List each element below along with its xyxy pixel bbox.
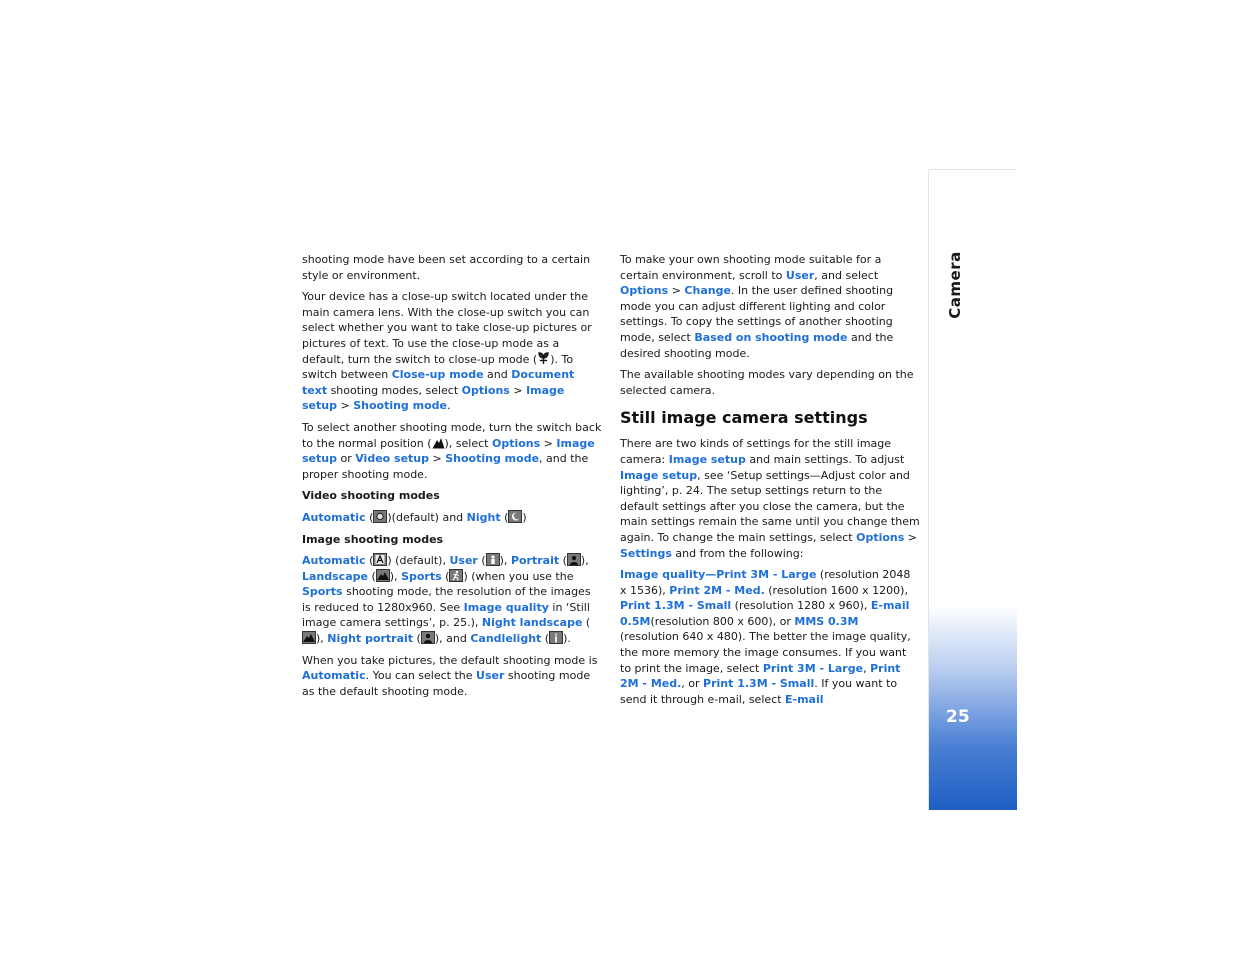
link-image-setup[interactable]: Image setup — [620, 468, 698, 482]
link-automatic[interactable]: Automatic — [302, 554, 366, 568]
link-email[interactable]: E-mail — [785, 692, 824, 706]
paragraph-normal-position: To select another shooting mode, turn the switch back to the normal position ( ), select Options > Image setup or Video setup > Shooting mode, and the proper shooting mode. — [302, 420, 602, 481]
close-up-icon — [537, 352, 550, 365]
chapter-label: Camera — [946, 251, 964, 319]
link-candlelight[interactable]: Candlelight — [470, 632, 542, 646]
heading-video-shooting-modes: Video shooting modes — [302, 489, 440, 503]
link-settings[interactable]: Settings — [620, 546, 672, 560]
link-close-up-mode[interactable]: Close-up mode — [391, 368, 484, 382]
link-sports[interactable]: Sports — [302, 585, 343, 599]
link-image-quality[interactable]: Image quality — [463, 600, 549, 614]
paragraph-close-up-switch: Your device has a close-up switch located under the main camera lens. With the close-up switch you can select whether you want to take close-up pictures or pictures of text. To use the close-up mode as a default, turn the switch to close-up mode ( ). To switch between Close-up mode and Document text shooting modes, select Options > Image setup > Shooting mode. — [302, 290, 592, 413]
night-landscape-icon — [302, 631, 316, 644]
right-column — [620, 252, 920, 713]
paragraph-image-modes: Automatic ( ) (default), User ( ), Portrait ( ), Landscape ( ), Sports ( ) (when you use the Sports shooting mode, the resolution of the images is reduced to 1280x960. See Image quality in ‘Still image camera settings’, p. 25.), Night landscape ( ), Night portrait ( ), and Candlelight ( ). — [302, 554, 591, 646]
link-sports[interactable]: Sports — [401, 569, 442, 583]
link-user[interactable]: User — [476, 669, 505, 683]
video-automatic-icon — [373, 510, 387, 523]
link-image-setup[interactable]: Image setup — [302, 436, 595, 466]
link-options[interactable]: Options — [461, 383, 510, 397]
link-user[interactable]: User — [785, 268, 815, 282]
link-portrait[interactable]: Portrait — [510, 554, 560, 568]
left-column — [302, 252, 602, 705]
sports-icon — [449, 569, 463, 582]
link-change[interactable]: Change — [684, 284, 731, 298]
link-mms-0-3m[interactable]: MMS 0.3M — [794, 614, 859, 628]
page-number: 25 — [946, 707, 970, 727]
link-print-1-3m[interactable]: Print 1.3M - Small — [703, 677, 815, 691]
paragraph-shooting-mode-intro: shooting mode have been set according to a certain style or environment. — [302, 253, 591, 282]
link-document-text[interactable]: Document text — [302, 368, 575, 397]
night-portrait-icon — [421, 631, 435, 644]
link-shooting-mode[interactable]: Shooting mode — [445, 452, 540, 466]
user-icon — [486, 553, 500, 566]
link-landscape[interactable]: Landscape — [302, 569, 368, 583]
link-night-portrait[interactable]: Night portrait — [327, 632, 414, 646]
paragraph-available-modes: The available shooting modes vary depending on the selected camera. — [620, 368, 914, 397]
link-video-setup[interactable]: Video setup — [355, 452, 430, 466]
link-night[interactable]: Night — [466, 510, 501, 524]
link-options[interactable]: Options — [491, 436, 541, 450]
landscape-icon — [376, 569, 390, 582]
link-based-on-shooting-mode[interactable]: Based on shooting mode — [694, 330, 848, 344]
link-user[interactable]: User — [449, 554, 478, 568]
link-image-setup[interactable]: Image setup — [668, 452, 746, 466]
heading-image-shooting-modes: Image shooting modes — [302, 532, 444, 546]
paragraph-two-kinds-settings: There are two kinds of settings for the still image camera: Image setup and main settings. To adjust Image setup, see ‘Setup settings—Adjust color and lighting’, p. 24. The setup settings return to the default settings after you close the camera, but the main settings remain the same until you change them again. To change the main settings, select Options > Settings and from the following: — [620, 437, 920, 560]
link-print-2m[interactable]: Print 2M - Med. — [669, 583, 765, 597]
link-print-1-3m[interactable]: Print 1.3M - Small — [620, 599, 732, 613]
video-night-icon — [508, 510, 522, 523]
section-heading: Still image camera settings — [620, 408, 868, 428]
link-print-2m[interactable]: Print 2M - Med. — [620, 661, 901, 691]
link-shooting-mode[interactable]: Shooting mode — [353, 399, 447, 413]
link-night-landscape[interactable]: Night landscape — [481, 616, 583, 630]
link-automatic[interactable]: Automatic — [302, 669, 366, 683]
landscape-mountain-icon — [432, 436, 445, 449]
paragraph-video-modes: Automatic ( )(default) and Night ( ) — [302, 510, 527, 524]
paragraph-image-quality: Image quality—Print 3M - Large (resolution 2048 x 1536), Print 2M - Med. (resolution 1600 x 1200), Print 1.3M - Small (resolution 1280 x 960), E-mail 0.5M(resolution 800 x 600), or MMS 0.3M (resolution 640 x 480). The better the image quality, the more memory the image consumes. If you want to print the image, select Print 3M - Large, Print 2M - Med., or Print 1.3M - Small. If you want to send it through e-mail, select E-mail — [620, 568, 911, 706]
link-print-3m[interactable]: Print 3M - Large — [762, 661, 864, 675]
link-automatic[interactable]: Automatic — [302, 510, 366, 524]
portrait-icon — [567, 553, 581, 566]
link-image-quality-print-3m[interactable]: Image quality—Print 3M - Large — [620, 568, 817, 582]
candlelight-icon — [549, 631, 563, 644]
link-options[interactable]: Options — [620, 284, 669, 298]
link-image-setup[interactable]: Image setup — [302, 383, 565, 413]
paragraph-default-mode: When you take pictures, the default shooting mode is Automatic. You can select the User shooting mode as the default shooting mode. — [302, 653, 598, 698]
link-email-0-5m[interactable]: E-mail 0.5M — [620, 599, 910, 628]
link-options[interactable]: Options — [856, 530, 905, 544]
automatic-icon — [373, 553, 387, 566]
paragraph-own-shooting-mode: To make your own shooting mode suitable for a certain environment, scroll to User, and select Options > Change. In the user defined shooting mode you can adjust different lighting and color settings. To copy the settings of another shooting mode, select Based on shooting mode and the desired shooting mode. — [620, 253, 894, 360]
